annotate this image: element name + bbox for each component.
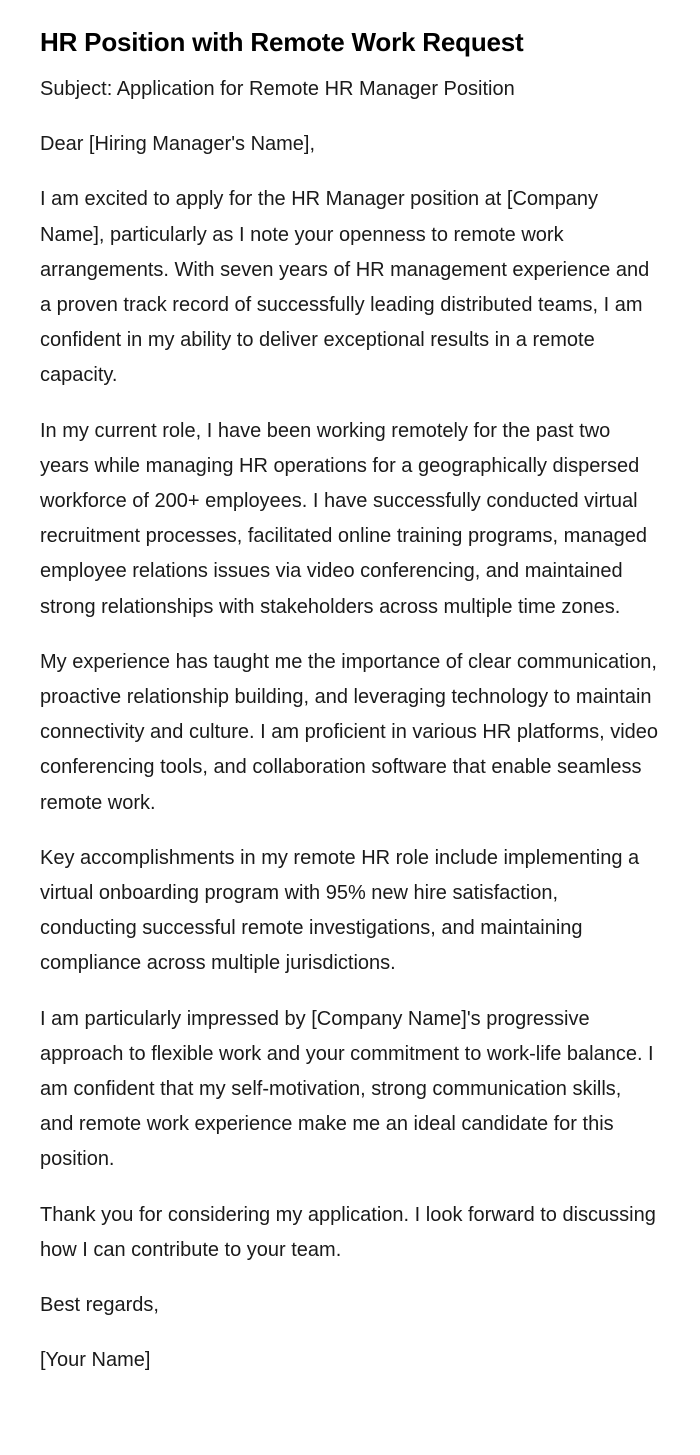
body-paragraph-6: Thank you for considering my application. I look forward to discussing how I can contribute to your team. [40, 1203, 656, 1261]
salutation: Dear [Hiring Manager's Name], [40, 133, 316, 156]
body-paragraph-1: I am excited to apply for the HR Manager position at [Company Name], particularly as I note your openness to remote work arrangements. With seven years of HR management experience and a proven track record of successfully leading distributed teams, I am confident in my ability to deliver exceptional results in a remote capacity. [40, 188, 650, 387]
body-paragraph-3: My experience has taught me the importance of clear communication, proactive relationship building, and leveraging technology to maintain connectivity and culture. I am proficient in various HR platforms, video conferencing tools, and collaboration software that enable seamless remote work. [40, 650, 659, 814]
signature: [Your Name] [40, 1349, 151, 1372]
body-paragraph-4: Key accomplishments in my remote HR role include implementing a virtual onboarding program with 95% new hire satisfaction, conducting successful remote investigations, and maintaining compliance across multiple jurisdictions. [40, 846, 640, 975]
closing: Best regards, [40, 1294, 159, 1317]
subject-line: Subject: Application for Remote HR Manager Position [40, 78, 515, 100]
document-title: HR Position with Remote Work Request [40, 27, 524, 57]
body-paragraph-5: I am particularly impressed by [Company Name]'s progressive approach to flexible work and your commitment to work-life balance. I am confident that my self-motivation, strong communication skills, and remote work experience make me an ideal candidate for this position. [40, 1007, 654, 1171]
body-paragraph-2: In my current role, I have been working remotely for the past two years while managing HR operations for a geographically dispersed workforce of 200+ employees. I have successfully conducted virtual recruitment processes, facilitated online training programs, managed employee relations issues via video conferencing, and maintained strong relationships with stakeholders across multiple time zones. [40, 419, 647, 618]
